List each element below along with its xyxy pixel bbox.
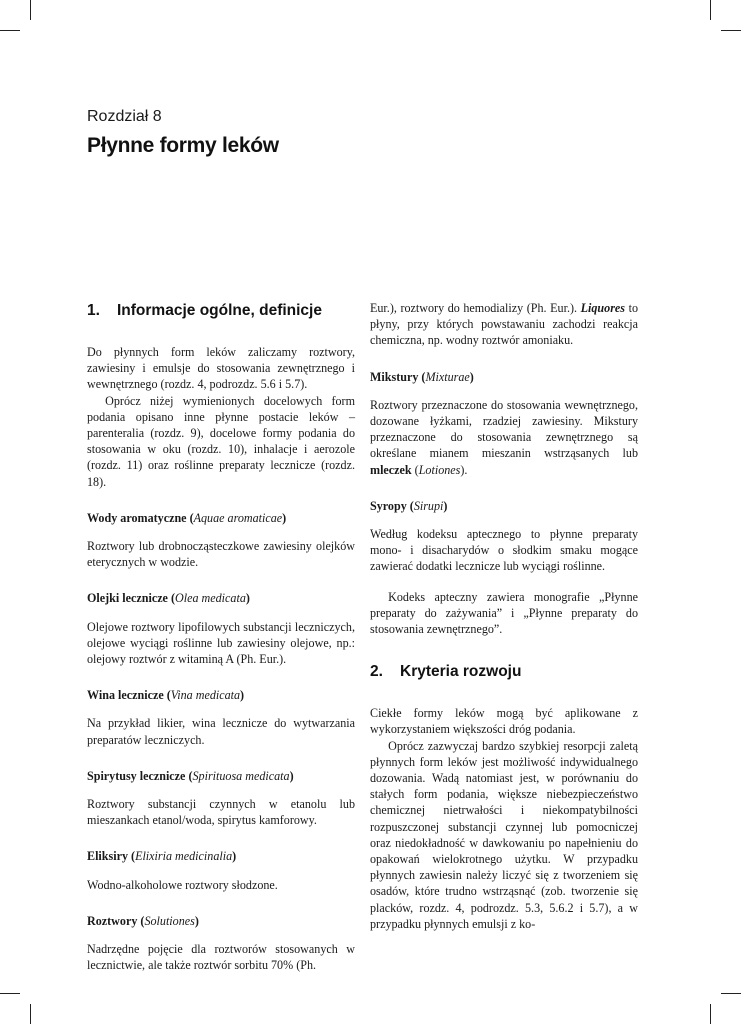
paragraph: Oprócz niżej wymienionych docelowych form podania opisano inne płynne postacie leków – parenteralia (rozdz. 9), docelowe formy podania do stosowania w oku (rozdz. 10), inhalacje i aerozole (rozdz. 11) oraz roślinne preparaty lecznicze (rozdz. 18).	[87, 393, 355, 489]
crop-mark	[710, 1004, 711, 1024]
crop-mark	[30, 1004, 31, 1024]
paragraph: Ciekłe formy leków mogą być aplikowane z wykorzystaniem większości dróg podania.	[370, 706, 638, 737]
paragraph: Do płynnych form leków zaliczamy roztwory, zawiesiny i emulsje do stosowania zewnętrznego i wewnętrznego (rozdz. 4, podrozdz. 5.6 i 5.7).	[87, 345, 355, 392]
section-title: Kryteria rozwoju	[400, 663, 522, 681]
subheading: Spirytusy lecznicze (Spirituosa medicata)	[87, 768, 294, 783]
crop-mark	[721, 993, 741, 994]
chapter-label: Rozdział 8	[87, 108, 162, 125]
crop-mark	[30, 0, 31, 20]
section-heading	[87, 300, 355, 322]
section-heading	[370, 661, 638, 683]
crop-mark	[0, 993, 20, 994]
subheading: Syropy (Sirupi)	[370, 498, 448, 513]
paragraph: Eur.), roztwory do hemodializy (Ph. Eur.). Liquores to płyny, przy których powstawaniu zachodzi reakcja chemiczna, np. wodny roztwór amoniaku.	[370, 301, 638, 348]
paragraph: Roztwory substancji czynnych w etanolu lub mieszankach etanol/woda, spirytus kamforowy.	[87, 797, 355, 828]
subheading: Wody aromatyczne (Aquae aromaticae)	[87, 510, 287, 525]
left-column	[87, 300, 355, 973]
subheading: Wina lecznicze (Vina medicata)	[87, 688, 245, 703]
section-number: 1.	[87, 302, 100, 319]
crop-mark	[0, 30, 20, 31]
chapter-title: Płynne formy leków	[87, 134, 279, 157]
paragraph: Olejowe roztwory lipofilowych substancji leczniczych, olejowe wyciągi roślinne lub zawiesiny olejowe, np.: olejowy roztwór z witaminą A (Ph. Eur.).	[87, 619, 355, 667]
paragraph: Kodeks apteczny zawiera monografie „Płynne preparaty do zażywania” i „Płynne preparaty do stosowania zewnętrznego”.	[370, 589, 638, 637]
crop-mark	[721, 30, 741, 31]
subheading: Roztwory (Solutiones)	[87, 913, 199, 928]
crop-mark	[710, 0, 711, 20]
right-column	[370, 300, 638, 932]
section-number: 2.	[370, 663, 383, 681]
paragraph: Oprócz zazwyczaj bardzo szybkiej resorpcji zaletą płynnych form leków jest możliwość indywidualnego dozowania. Wadą natomiast jest, w porównaniu do stałych form podania, większe niebezpieczeństwo chemicznej nietrwałości i niekompatybilności rozpuszczonej substancji czynnej lub pomocniczej oraz niedokładność w dawkowaniu po napełnieniu do opakowań wielokrotnego użytku. W przypadku płynnych zawiesin należy liczyć się z tworzeniem się osadów, które trudno wstrząsnąć (zob. tworzenie się placków, rozdz. 4, podrozdz. 5.3, 5.6.2 i 5.7), a w przypadku płynnych emulsji z ko-	[370, 738, 638, 931]
paragraph: Według kodeksu aptecznego to płynne preparaty mono- i disacharydów o słodkim smaku mogące zawierać dodatki lecznicze lub wyciągi roślinne.	[370, 527, 638, 574]
paragraph: Roztwory lub drobnocząsteczkowe zawiesiny olejków eterycznych w wodzie.	[87, 539, 355, 570]
paragraph: Nadrzędne pojęcie dla roztworów stosowanych w lecznictwie, ale także roztwór sorbitu 70% (Ph.	[87, 942, 355, 973]
section-title: Informacje ogólne, definicje	[117, 302, 322, 319]
subheading: Mikstury (Mixturae)	[370, 369, 474, 384]
paragraph: Roztwory przeznaczone do stosowania wewnętrznego, dozowane łyżkami, rzadziej zawiesiny. Mikstury przeznaczone do stosowania zewnętrznego są określane mianem mieszanin wstrząsanych lub mleczek (Lotiones).	[370, 397, 638, 477]
paragraph: Na przykład likier, wina lecznicze do wytwarzania preparatów leczniczych.	[87, 716, 355, 747]
subheading: Eliksiry (Elixiria medicinalia)	[87, 849, 237, 864]
subheading: Olejki lecznicze (Olea medicata)	[87, 591, 250, 606]
paragraph: Wodno-alkoholowe roztwory słodzone.	[87, 877, 278, 892]
